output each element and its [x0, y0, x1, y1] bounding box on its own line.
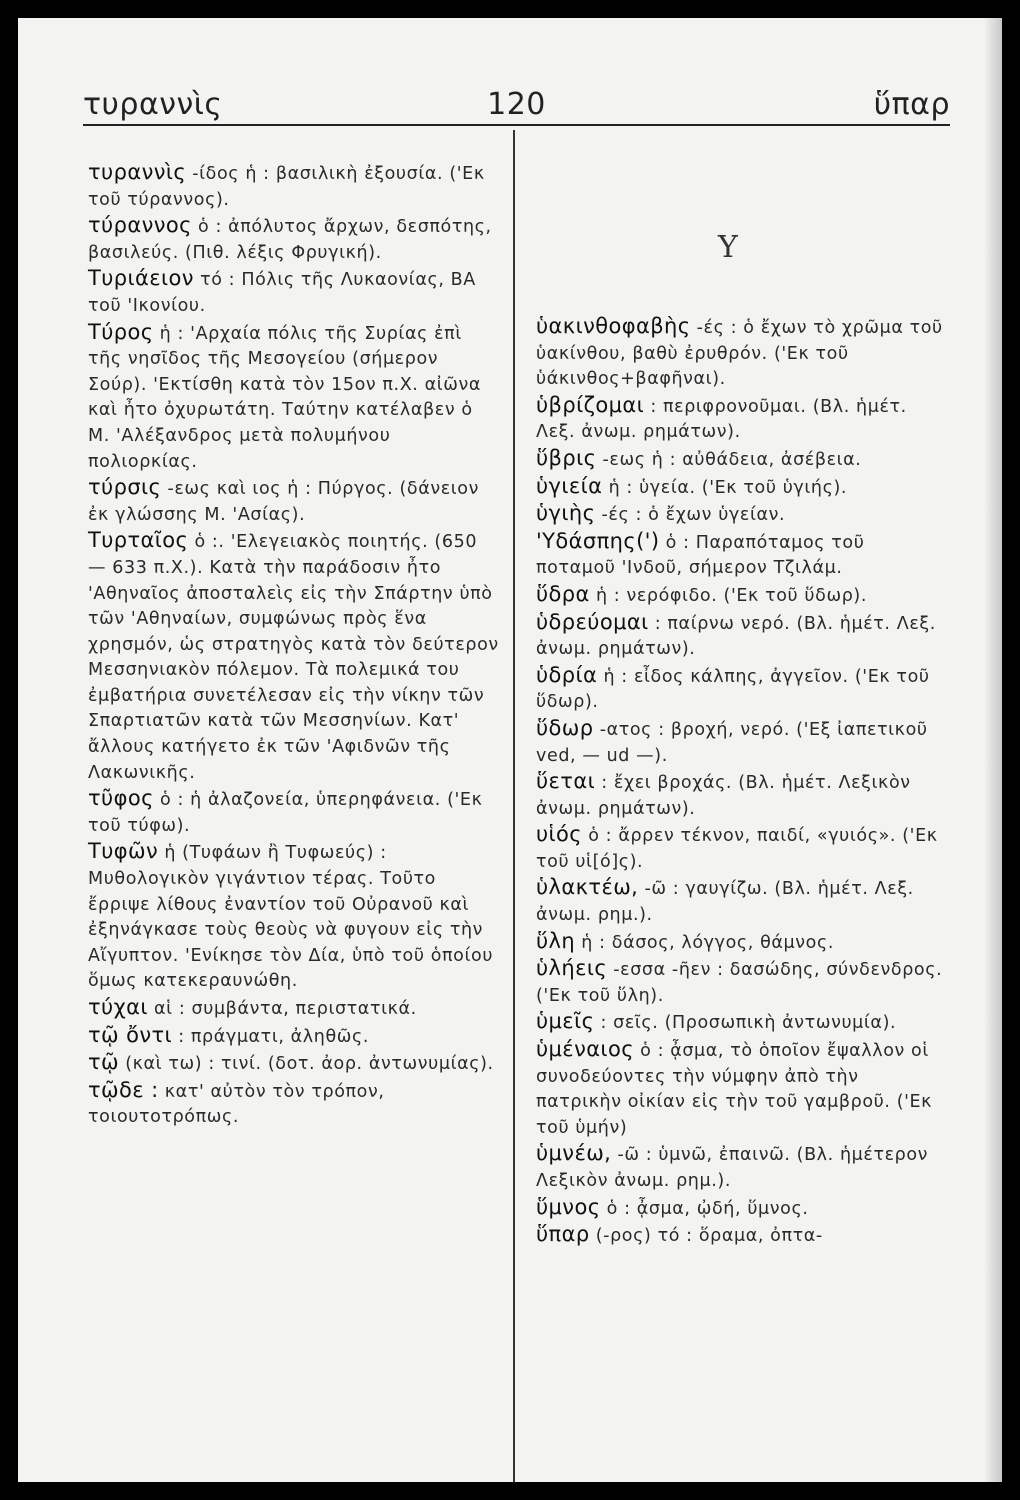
dictionary-entry	[536, 393, 948, 446]
entry-headword: Τυριάειον	[88, 266, 194, 291]
entry-definition: αἱ : συμβάντα, περιστατικά.	[154, 999, 417, 1019]
entry-definition: : πράγματι, ἀληθῶς.	[178, 1026, 370, 1047]
entry-definition: -ές : ὁ ἔχων ὑγείαν.	[601, 505, 786, 526]
left-column	[88, 160, 500, 1131]
entry-definition: ὁ : ἡ ἀλαζονεία, ὑπερηφάνεια. ('Εκ τοῦ τύφω).	[88, 790, 483, 836]
header-last-word: ὕπαρ	[873, 87, 950, 122]
entry-headword: τῷ ὄντι	[88, 1022, 173, 1047]
dictionary-entry	[536, 446, 948, 474]
entry-headword: τύρσις	[88, 475, 162, 500]
entry-definition: (-ρος) τό : ὅραμα, ὀπτα-	[595, 1226, 823, 1247]
dictionary-entry	[536, 1195, 948, 1223]
entry-definition: -ές : ὁ ἔχων τὸ χρῶμα τοῦ ὑακίνθου, βαθὺ ἐρυθρόν. ('Εκ τοῦ ὑάκινθος+βαφῆναι).	[536, 318, 943, 390]
entry-headword: ὑμέναιος	[536, 1037, 634, 1062]
entry-definition: ὁ : ᾆσμα, ᾠδή, ὕμνος.	[606, 1198, 809, 1219]
entry-headword: ὕπαρ	[536, 1222, 590, 1247]
entry-headword: υἱός	[536, 822, 583, 847]
entry-definition: ἡ : δάσος, λόγγος, θάμνος.	[581, 932, 834, 953]
dictionary-entry	[88, 786, 500, 839]
entry-headword: ὑδρεύομαι	[536, 609, 649, 634]
entry-definition: ὁ : Παραπόταμος τοῦ ποταμοῦ 'Ινδοῦ, σήμερον Τζιλάμ.	[536, 532, 865, 579]
dictionary-entry	[88, 320, 500, 476]
entry-headword: ὕδρα	[536, 581, 590, 606]
dictionary-entry	[88, 213, 500, 266]
dictionary-entry	[536, 663, 948, 716]
entry-headword: τύχαι	[88, 995, 148, 1019]
entry-headword: ὕμνος	[536, 1194, 601, 1219]
dictionary-entry	[88, 1050, 500, 1078]
entry-definition: : ἔχει βροχάς. (Βλ. ἡμέτ. Λεξικὸν ἀνωμ. ρημάτων).	[536, 773, 911, 819]
entry-headword: 'Υδάσπης(')	[536, 528, 660, 553]
entry-definition: ὁ :. 'Ελεγειακὸς ποιητής. (650 — 633 π.Χ.). Κατὰ τὴν παράδοσιν ἦτο 'Αθηναῖος ἀποσταλεὶς εἰς τὴν Σπάρτην ὑπὸ τῶν 'Αθηναίων, συμφώνως πρὸς ἕνα χρησμόν, ὡς στρατηγὸς κατὰ τὸν δεύτερον Μεσσηνιακὸν πόλεμον. Τὰ πολεμικά του ἐμβατήρια συνετέλεσαν εἰς τὴν νίκην τῶν Σπαρτιατῶν κατὰ τῶν Μεσσηνίων. Κατ' ἄλλους κατήγετο ἐκ τῶν 'Αφιδνῶν τῆς Λακωνικῆς.	[88, 532, 499, 783]
entry-definition: κατ' αὐτὸν τὸν τρόπον, τοιουτοτρόπως.	[88, 1081, 385, 1128]
entry-definition: (καὶ τω) : τινί. (δοτ. ἀορ. ἀντωνυμίας).	[125, 1054, 494, 1075]
entry-headword: τύραννος	[88, 213, 192, 238]
dictionary-entry	[88, 1023, 500, 1051]
dictionary-entry	[536, 875, 948, 928]
dictionary-entry	[536, 314, 948, 393]
header-first-word: τυραννὶς	[83, 87, 223, 122]
dictionary-entry	[536, 582, 948, 610]
entry-headword: ὑλήεις	[536, 956, 608, 981]
entry-definition: -ατος : βροχή, νερό. ('Εξ ἰαπετικοῦ ved, — ud —).	[536, 719, 928, 766]
entry-definition: ἡ : ὑγεία. ('Εκ τοῦ ὑγιής).	[608, 477, 848, 498]
entry-headword: ὑγιὴς	[536, 501, 596, 526]
dictionary-entry	[88, 1078, 500, 1131]
entry-definition: -εως καὶ ιος ἡ : Πύργος. (δάνειον ἐκ γλώσσης Μ. 'Ασίας).	[88, 479, 479, 525]
entry-headword: ὑακινθοφαβὴς	[536, 314, 691, 338]
dictionary-entry	[536, 1037, 948, 1141]
entry-definition: ἡ : εἶδος κάλπης, ἀγγεῖον. ('Εκ τοῦ ὕδωρ).	[536, 666, 930, 713]
entry-headword: Τυρταῖος	[88, 528, 189, 553]
dictionary-entry	[536, 501, 948, 529]
dictionary-entry	[536, 822, 948, 875]
entry-definition: ἡ (Τυφάων ἢ Τυφωεύς) : Μυθολογικὸν γιγάντιον τέρας. Τοῦτο ἔρριψε λίθους ἐναντίον τοῦ Οὐρανοῦ καὶ ἐξηνάγκασε τοὺς θεοὺς νὰ φυγουν εἰς τὴν Αἴγυπτον. 'Ενίκησε τὸν Δία, ὑπὸ τοῦ ὁποίου ὅμως κατεκεραυνώθη.	[88, 843, 494, 992]
entry-headword: τῦφος	[88, 786, 154, 811]
entry-headword: ὕβρις	[536, 445, 597, 470]
dictionary-entry	[536, 1141, 948, 1194]
dictionary-entry	[536, 1009, 948, 1037]
entry-headword: τῷδε :	[88, 1077, 159, 1102]
entry-headword: Τυφῶν	[88, 839, 159, 864]
entry-headword: ὑλακτέω,	[536, 875, 639, 900]
page-edge-shadow	[984, 18, 1002, 1482]
entry-definition: -ῶ : ὑμνῶ, ἐπαινῶ. (Βλ. ἡμέτερον Λεξικὸν ἀνωμ. ρημ.).	[536, 1145, 929, 1191]
dictionary-entry	[536, 769, 948, 822]
entry-definition: : παίρνω νερό. (Βλ. ἡμέτ. Λεξ. ἀνωμ. ρημάτων).	[536, 613, 936, 660]
dictionary-entry	[536, 929, 948, 957]
entry-definition: -εσσα -ῆεν : δασώδης, σύνδενδρος. ('Εκ τοῦ ὕλη).	[536, 960, 943, 1006]
entry-definition: : περιφρονοῦμαι. (Βλ. ἡμέτ. Λεξ. ἀνωμ. ρημάτων).	[536, 396, 907, 443]
entry-headword: ὑγιεία	[536, 473, 603, 498]
section-letter: Υ	[718, 230, 738, 265]
entry-headword: τῷ	[88, 1050, 120, 1075]
entry-headword: ὕεται	[536, 769, 596, 794]
entry-definition: -ῶ : γαυγίζω. (Βλ. ἡμέτ. Λεξ. ἀνωμ. ρημ.).	[536, 879, 914, 926]
dictionary-entry	[88, 995, 500, 1023]
dictionary-entry	[536, 1222, 948, 1250]
dictionary-entry	[536, 529, 948, 582]
dictionary-entry	[536, 956, 948, 1009]
entry-headword: ὕδωρ	[536, 715, 594, 740]
entry-headword: τυραννὶς	[88, 160, 187, 184]
entry-definition: -εως ἡ : αὐθάδεια, ἀσέβεια.	[602, 449, 862, 470]
dictionary-entry	[88, 839, 500, 995]
dictionary-entry	[88, 528, 500, 786]
dictionary-entry	[88, 160, 500, 213]
entry-definition: τό : Πόλις τῆς Λυκαονίας, ΒΑ τοῦ 'Ικονίου.	[88, 270, 476, 316]
entry-definition: ἡ : 'Αρχαία πόλις τῆς Συρίας ἐπὶ τῆς νησῖδος τῆς Μεσογείου (σήμερον Σούρ). 'Εκτίσθη κατὰ τὸν 15ον π.Χ. αἰῶνα καὶ ἦτο ὀχυρωτάτη. Ταύτην κατέλαβεν ὁ Μ. 'Αλέξανδρος μετὰ πολυμήνου πολιορκίας.	[88, 323, 482, 472]
column-divider	[513, 130, 515, 1482]
entry-headword: ὑδρία	[536, 662, 598, 687]
dictionary-entry	[88, 266, 500, 319]
right-column	[536, 314, 948, 1250]
dictionary-entry	[536, 716, 948, 769]
dictionary-entry	[536, 610, 948, 663]
book-page	[18, 18, 1002, 1482]
entry-definition: -ίδος ἡ : βασιλικὴ ἐξουσία. ('Εκ τοῦ τύραννος).	[88, 164, 485, 210]
entry-headword: ὕλη	[536, 928, 576, 953]
entry-definition: ὁ : ᾆσμα, τὸ ὁποῖον ἔψαλλον οἱ συνοδεύοντες τὴν νύμφην ἀπὸ τὴν πατρικὴν οἰκίαν εἰς τὴν τοῦ γαμβροῦ. ('Εκ τοῦ ὑμήν)	[536, 1041, 933, 1138]
page-number: 120	[487, 87, 546, 122]
running-header	[83, 88, 950, 126]
entry-headword: ὑμεῖς	[536, 1009, 595, 1034]
entry-definition: : σεῖς. (Προσωπικὴ ἀντωνυμία).	[600, 1013, 897, 1034]
entry-headword: Τύρος	[88, 319, 154, 344]
dictionary-entry	[88, 475, 500, 528]
entry-definition: ἡ : νερόφιδο. ('Εκ τοῦ ὕδωρ).	[595, 585, 868, 606]
entry-headword: ὑβρίζομαι	[536, 392, 645, 417]
dictionary-entry	[536, 474, 948, 502]
entry-definition: ὁ : ἀπόλυτος ἄρχων, δεσπότης, βασιλεύς. (Πιθ. λέξις Φρυγική).	[88, 217, 492, 263]
entry-headword: ὑμνέω,	[536, 1141, 612, 1166]
entry-definition: ὁ : ἄρρεν τέκνον, παιδί, «γυιός». ('Εκ τοῦ υἱ[ό]ς).	[536, 826, 938, 872]
